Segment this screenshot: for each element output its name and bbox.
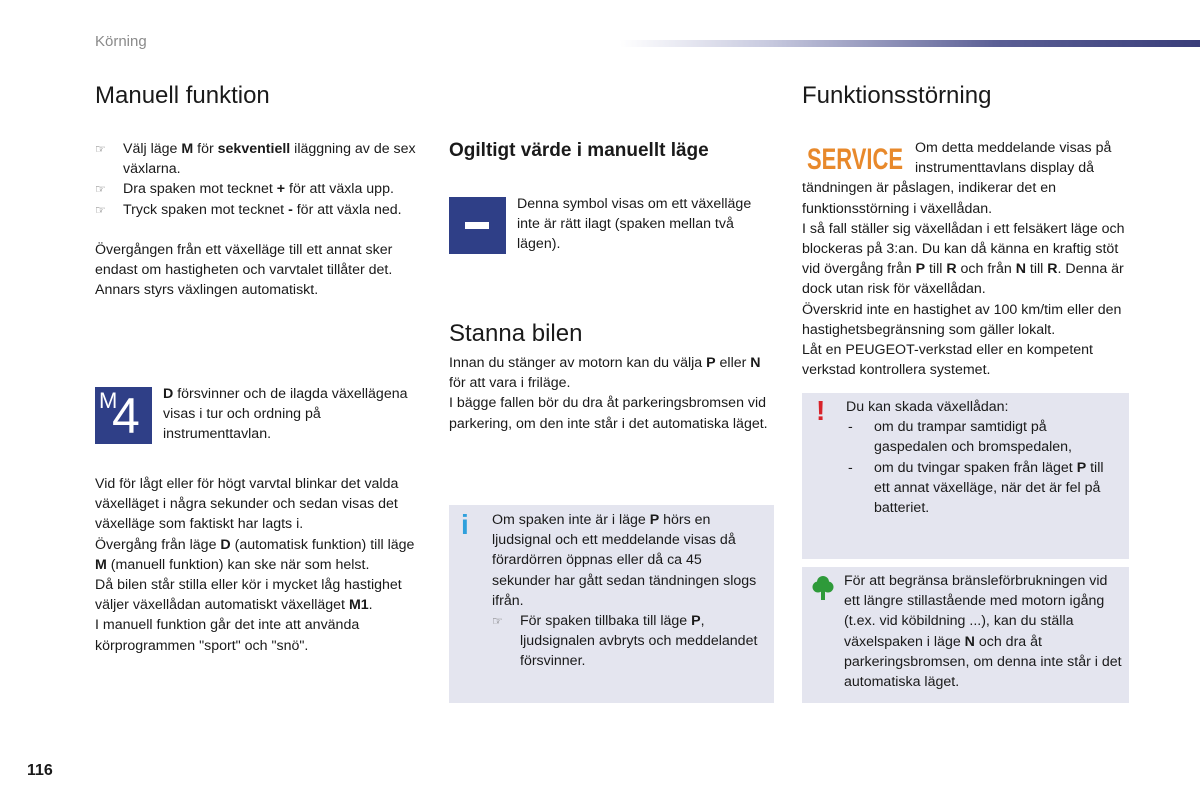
info-icon: i	[461, 509, 469, 540]
info-steps-list	[492, 611, 764, 672]
info-box	[449, 505, 774, 703]
eco-tip-box	[802, 567, 1129, 703]
list-item: - om du trampar samtidigt på gaspedalen och bromspedalen,	[848, 419, 1072, 456]
section-label: Körning	[95, 33, 147, 50]
pointing-hand-icon: ☞	[95, 142, 106, 156]
warning-list	[846, 417, 1121, 518]
stop-vehicle-text: Innan du stänger av motorn kan du välja P eller N för att vara i friläge. I bägge fallen bör du dra åt parkeringsbromsen vid parkering, om den inte står i det automatiska läget.	[449, 355, 768, 432]
list-item: - om du tvingar spaken från läget P till ett annat växelläge, när det är fel på batteriet.	[848, 459, 1104, 517]
malfunction-title: Funktionsstörning	[802, 82, 992, 109]
m4-gear-display-icon: M 4	[95, 387, 152, 444]
info-text: Om spaken inte är i läge P hörs en ljudsignal och ett meddelande visas då förardörren öppnas eller då ca 45 sekunder har gått sedan tändningen slogs ifrån. ☞ För spaken tillbaka till läge P, ljudsignalen avbryts och meddelandet försvinner.	[492, 510, 764, 672]
malfunction-text: Om detta meddelande visas på instrumenttavlans display då tändningen är påslagen, indikerar det en funktionsstörning i växellådan. I så fall ställer sig växellådan i ett felsäkert läge och blockeras på 3:an. Du kan då känna en kraftig stöt vid övergång från P till R och från N till R. Denna är dock utan risk för växellådan. Överskrid inte en hastighet av 100 km/tim eller den hastighetsbegränsning som gäller lokalt. Låt en PEUGEOT-verkstad eller en kompetent verkstad kontrollera systemet.	[802, 140, 1125, 379]
pointing-hand-icon: ☞	[95, 182, 106, 197]
warning-icon: !	[816, 395, 826, 426]
header-rule	[620, 40, 1200, 47]
list-item: ☞ Tryck spaken mot tecknet - för att växla ned.	[95, 200, 420, 220]
minus-symbol-description: Denna symbol visas om ett växelläge inte är rätt ilagt (spaken mellan två lägen).	[517, 196, 752, 253]
invalid-value-subtitle: Ogiltigt värde i manuellt läge	[449, 140, 709, 161]
tree-icon	[812, 575, 834, 601]
list-item: ☞ Välj läge M för sekventiell iläggning av de sex växlarna.	[95, 141, 416, 178]
manual-mode-title: Manuell funktion	[95, 82, 270, 109]
warning-box	[802, 393, 1129, 559]
pointing-hand-icon: ☞	[95, 202, 106, 217]
list-item: ☞ För spaken tillbaka till läge P, ljudsignalen avbryts och meddelandet försvinner.	[492, 613, 758, 670]
warning-text: Du kan skada växellådan: - om du trampar samtidigt på gaspedalen och bromspedalen, - om du tvingar spaken från läget P till ett annat växelläge, när det är fel på batteriet.	[846, 397, 1121, 518]
eco-tip-text: För att begränsa bränsleförbrukningen vid ett längre stillastående med motorn igång (t.ex. vid köbildning ...), kan du ställa växelspaken i läge N och dra åt parkeringsbromsen, om denna inte står i det automatiska läget.	[844, 573, 1122, 691]
list-item: ☞ Dra spaken mot tecknet + för att växla upp.	[95, 179, 420, 199]
m4-description: D försvinner och de ilagda växellägena visas i tur och ordning på instrumenttavlan.	[163, 386, 408, 443]
svg-text:SERVICE: SERVICE	[807, 143, 903, 176]
shift-conditions-paragraph: Övergången från ett växelläge till ett annat sker endast om hastigheten och varvtalet tillåter det. Annars styrs växlingen automatiskt.	[95, 242, 393, 299]
manual-mode-details: Vid för lågt eller för högt varvtal blinkar det valda växelläget i några sekunder och sedan visas det växelläge som faktiskt har lagts i. Övergång från läge D (automatisk funktion) till läge M (manuell funktion) kan ske när som helst. Då bilen står stilla eller kör i mycket låg hastighet väljer växellådan automatiskt växelläget M1. I manuell funktion går det inte att använda körprogrammen "sport" och "snö".	[95, 476, 415, 654]
pointing-hand-icon: ☞	[492, 614, 503, 629]
minus-symbol-icon	[449, 197, 506, 254]
manual-steps-list	[95, 139, 420, 220]
page-number: 116	[27, 762, 53, 779]
stop-vehicle-title: Stanna bilen	[449, 320, 583, 347]
